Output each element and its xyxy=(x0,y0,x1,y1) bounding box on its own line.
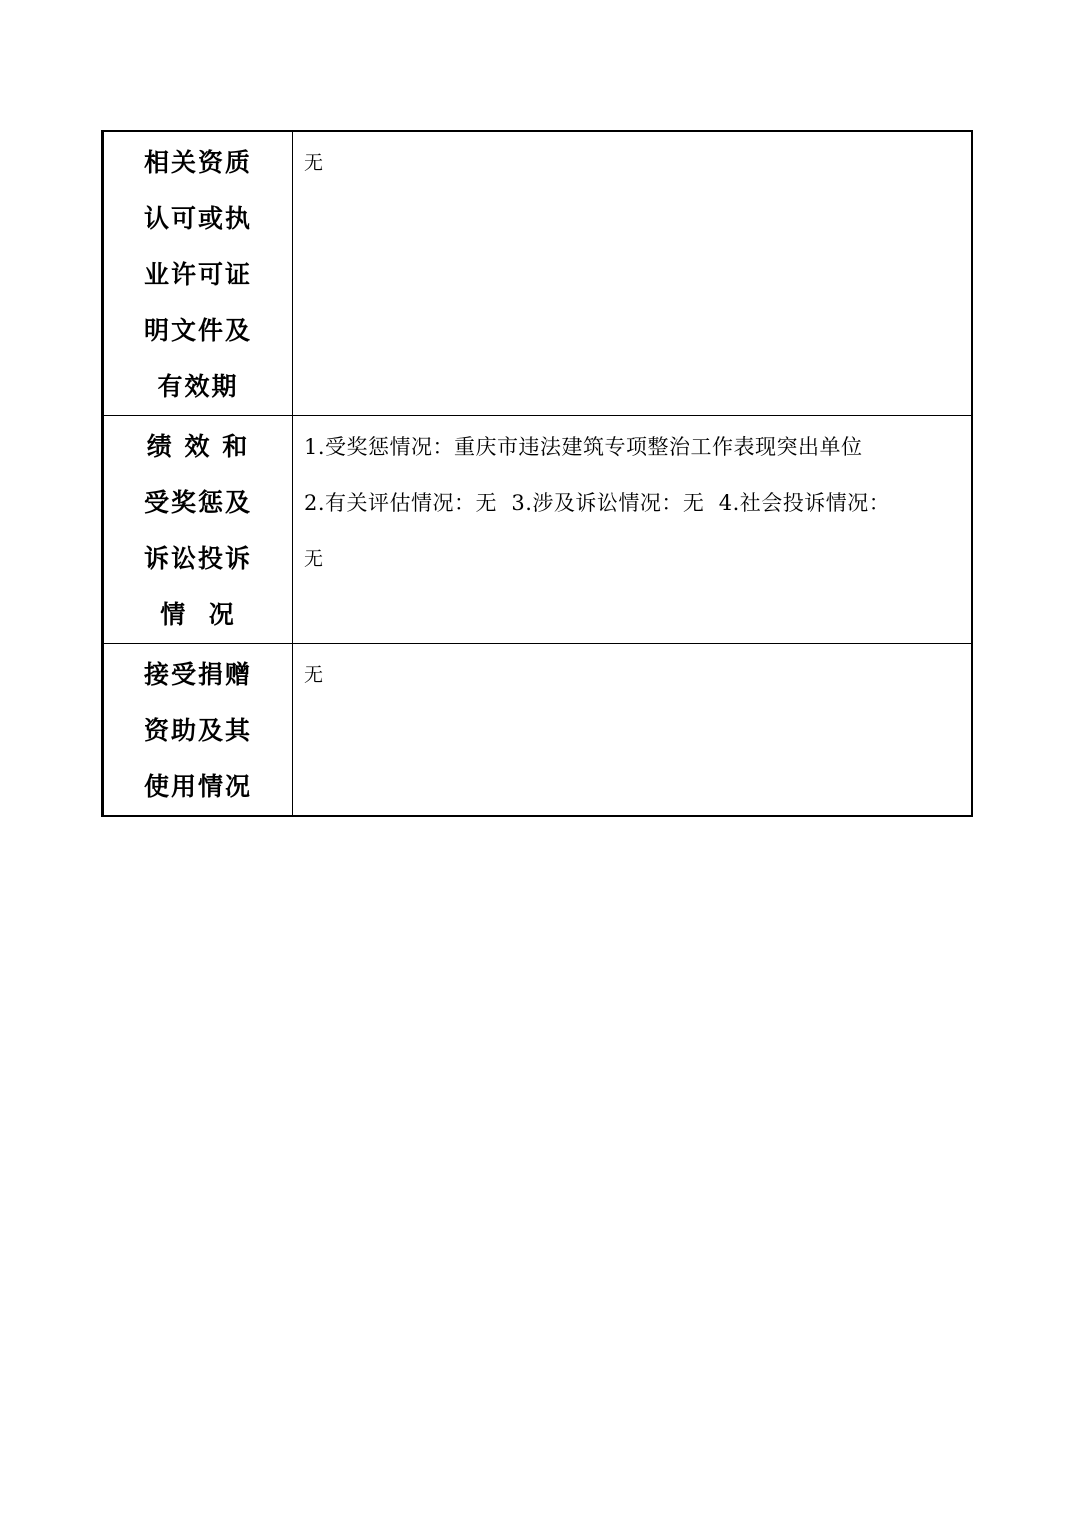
table-row-qualification xyxy=(103,131,973,416)
row-label-line: 受奖惩及 xyxy=(143,488,252,517)
row-label-line: 诉讼投诉 xyxy=(143,544,252,573)
row-label-line: 资助及其 xyxy=(143,716,252,745)
info-table xyxy=(101,130,973,817)
row-value-line: 无 xyxy=(304,548,324,570)
value-cell-qualification xyxy=(293,131,973,416)
label-cell-performance xyxy=(103,416,293,644)
row-label-line: 有效期 xyxy=(157,372,239,401)
table-row-performance xyxy=(103,416,973,644)
value-cell-performance xyxy=(293,416,973,644)
label-cell-donations xyxy=(103,644,293,817)
row-value-line: 1.受奖惩情况：重庆市违法建筑专项整治工作表现突出单位 xyxy=(304,435,863,459)
row-value-line: 2.有关评估情况：无 3.涉及诉讼情况：无 4.社会投诉情况： xyxy=(304,491,891,515)
row-label-line: 接受捐赠 xyxy=(143,660,252,689)
row-label-line: 明文件及 xyxy=(143,316,252,345)
row-label-line: 使用情况 xyxy=(143,772,252,801)
value-cell-donations xyxy=(293,644,973,817)
row-label-line: 相关资质 xyxy=(143,148,252,177)
row-value-line: 无 xyxy=(304,152,324,174)
row-label-line: 绩 效 和 xyxy=(146,432,250,461)
table-row-donations xyxy=(103,644,973,817)
row-value-line: 无 xyxy=(304,664,324,686)
row-label-line: 业许可证 xyxy=(143,260,252,289)
row-label-line: 认可或执 xyxy=(143,204,252,233)
row-label-line: 情 况 xyxy=(160,600,236,629)
label-cell-qualification xyxy=(103,131,293,416)
